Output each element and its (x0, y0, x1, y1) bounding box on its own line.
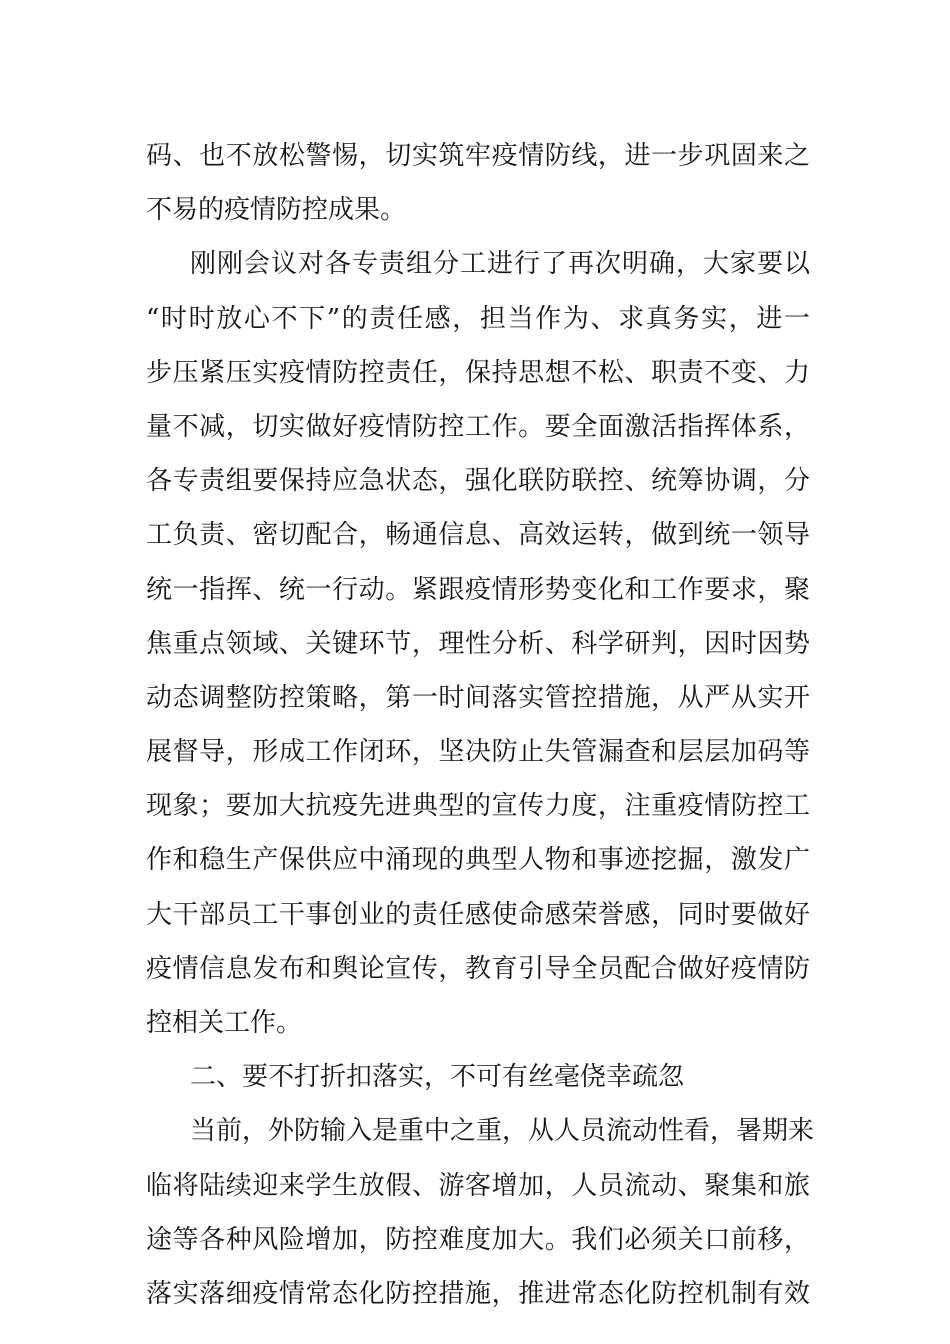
text-line: 展督导，形成工作闭环，坚决防止失管漏查和层层加码等 (146, 737, 810, 768)
text-line: 控相关工作。 (146, 1008, 303, 1038)
text-line: 临将陆续迎来学生放假、游客增加，人员流动、聚集和旅 (146, 1170, 810, 1201)
text-line: 量不减，切实做好疫情防控工作。要全面激活指挥体系， (146, 411, 810, 442)
text-line: 焦重点领域、关键环节，理性分析、科学研判，因时因势 (146, 628, 810, 659)
text-line: 大干部员工干事创业的责任感使命感荣誉感，同时要做好 (146, 899, 810, 930)
text-line: 疫情信息发布和舆论宣传，教育引导全员配合做好疫情防 (146, 953, 810, 984)
text-line: 步压紧压实疫情防控责任，保持思想不松、职责不变、力 (146, 357, 810, 388)
text-line: 现象；要加大抗疫先进典型的宣传力度，注重疫情防控工 (146, 791, 810, 822)
paragraph-first-line: 刚刚会议对各专责组分工进行了再次明确，大家要以 (190, 249, 810, 280)
text-line: “时时放心不下”的责任感，担当作为、求真务实，进一 (146, 303, 810, 334)
text-line: 各专责组要保持应急状态，强化联防联控、统筹协调，分 (146, 466, 810, 497)
text-line: 不易的疫情防控成果。 (146, 195, 407, 226)
text-line: 落实落细疫情常态化防控措施，推进常态化防控机制有效 (146, 1278, 810, 1309)
paragraph-first-line: 当前，外防输入是重中之重，从人员流动性看，暑期来 (190, 1116, 815, 1147)
text-line: 途等各种风险增加，防控难度加大。我们必须关口前移， (146, 1224, 810, 1255)
body-text (146, 129, 815, 1321)
text-line: 动态调整防控策略，第一时间落实管控措施，从严从实开 (146, 682, 810, 713)
text-line: 统一指挥、统一行动。紧跟疫情形势变化和工作要求，聚 (146, 574, 810, 605)
text-line: 码、也不放松警惕，切实筑牢疫情防线，进一步巩固来之 (146, 141, 810, 171)
text-line: 作和稳生产保供应中涌现的典型人物和事迹挖掘，激发广 (146, 845, 810, 876)
text-line: 工负责、密切配合，畅通信息、高效运转，做到统一领导 (146, 520, 810, 551)
section-heading: 二、要不打折扣落实，不可有丝毫侥幸疏忽 (190, 1062, 685, 1093)
